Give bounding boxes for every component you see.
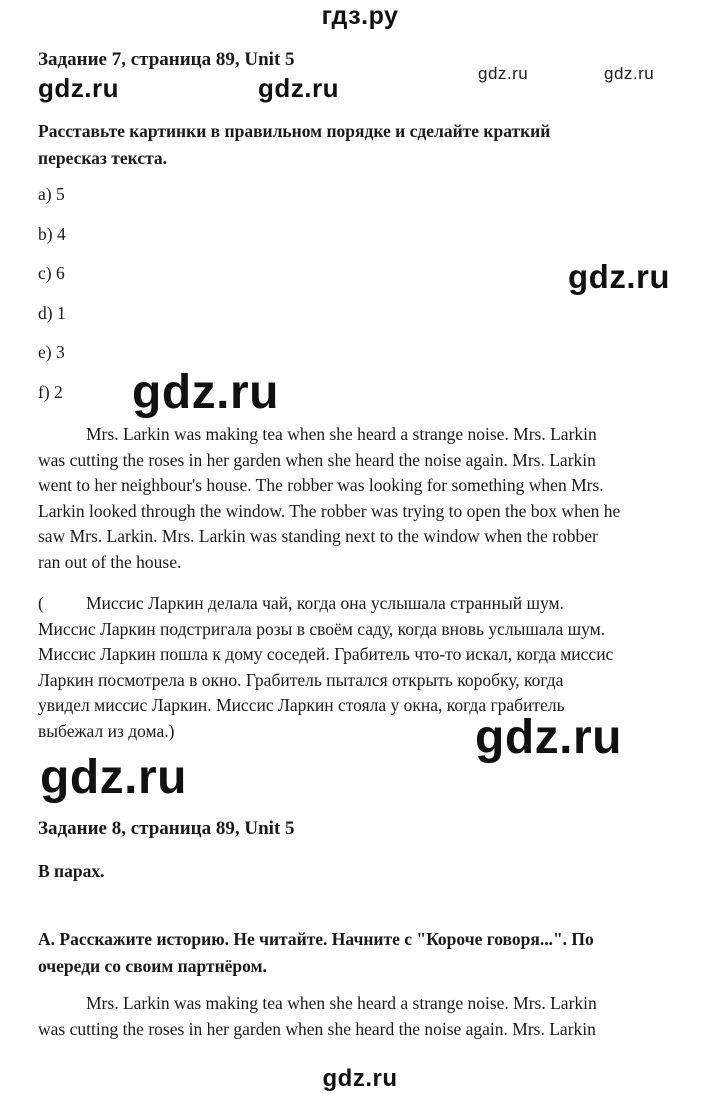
answer-item: e) 3: [38, 342, 65, 362]
watermark: gdz.ru: [604, 64, 655, 83]
watermark: gdz.ru: [132, 366, 279, 419]
watermark: gdz.ru: [40, 751, 187, 804]
watermark: gdz.ru: [568, 258, 670, 295]
watermark: gdz.ru: [475, 711, 622, 764]
task8-title: Задание 8, страница 89, Unit 5: [38, 818, 295, 839]
task8-english-story: Mrs. Larkin was making tea when she heard a strange noise. Mrs. Larkin was cutting the roses in her garden when she heard the noise again. Mrs. Larkin: [38, 993, 597, 1039]
watermark: gdz.ru: [478, 64, 529, 83]
answer-item: f) 2: [38, 382, 63, 402]
watermark: gdz.ru: [258, 73, 339, 103]
task7-instruction: Расставьте картинки в правильном порядке и сделайте краткий пересказ текста.: [38, 121, 551, 168]
russian-translation: ( Миссис Ларкин делала чай, когда она услышала странный шум. Миссис Ларкин подстригала розы в своём саду, когда вновь услышала шум. Миссис Ларкин пошла к дому соседей. Грабитель что-то искал, когда миссис Ларкин посмотрела в окно. Грабитель пытался открыть коробку, когда увидел миссис Ларкин. Миссис Ларкин стояла у окна, когда грабитель выбежал из дома.): [38, 593, 614, 741]
watermark: gdz.ru: [38, 73, 119, 103]
task8-instruction: А. Расскажите историю. Не читайте. Начните с "Короче говоря...". По очереди со своим партнёром.: [38, 929, 594, 976]
answer-item: d) 1: [38, 303, 66, 323]
task8-pairs-label: В парах.: [38, 861, 105, 881]
english-story: Mrs. Larkin was making tea when she heard a strange noise. Mrs. Larkin was cutting the roses in her garden when she heard the noise again. Mrs. Larkin went to her neighbour's house. The robber was looking for something when Mrs. Larkin looked through the window. The robber was trying to open the box when he saw Mrs. Larkin. Mrs. Larkin was standing next to the window when the robber ran out of the house.: [38, 424, 621, 572]
site-header: гдз.ру: [321, 2, 399, 30]
footer-watermark: gdz.ru: [322, 1065, 398, 1092]
task7-title: Задание 7, страница 89, Unit 5: [38, 49, 295, 70]
answer-item: a) 5: [38, 184, 65, 204]
answer-item: b) 4: [38, 224, 66, 244]
answer-item: c) 6: [38, 263, 65, 283]
